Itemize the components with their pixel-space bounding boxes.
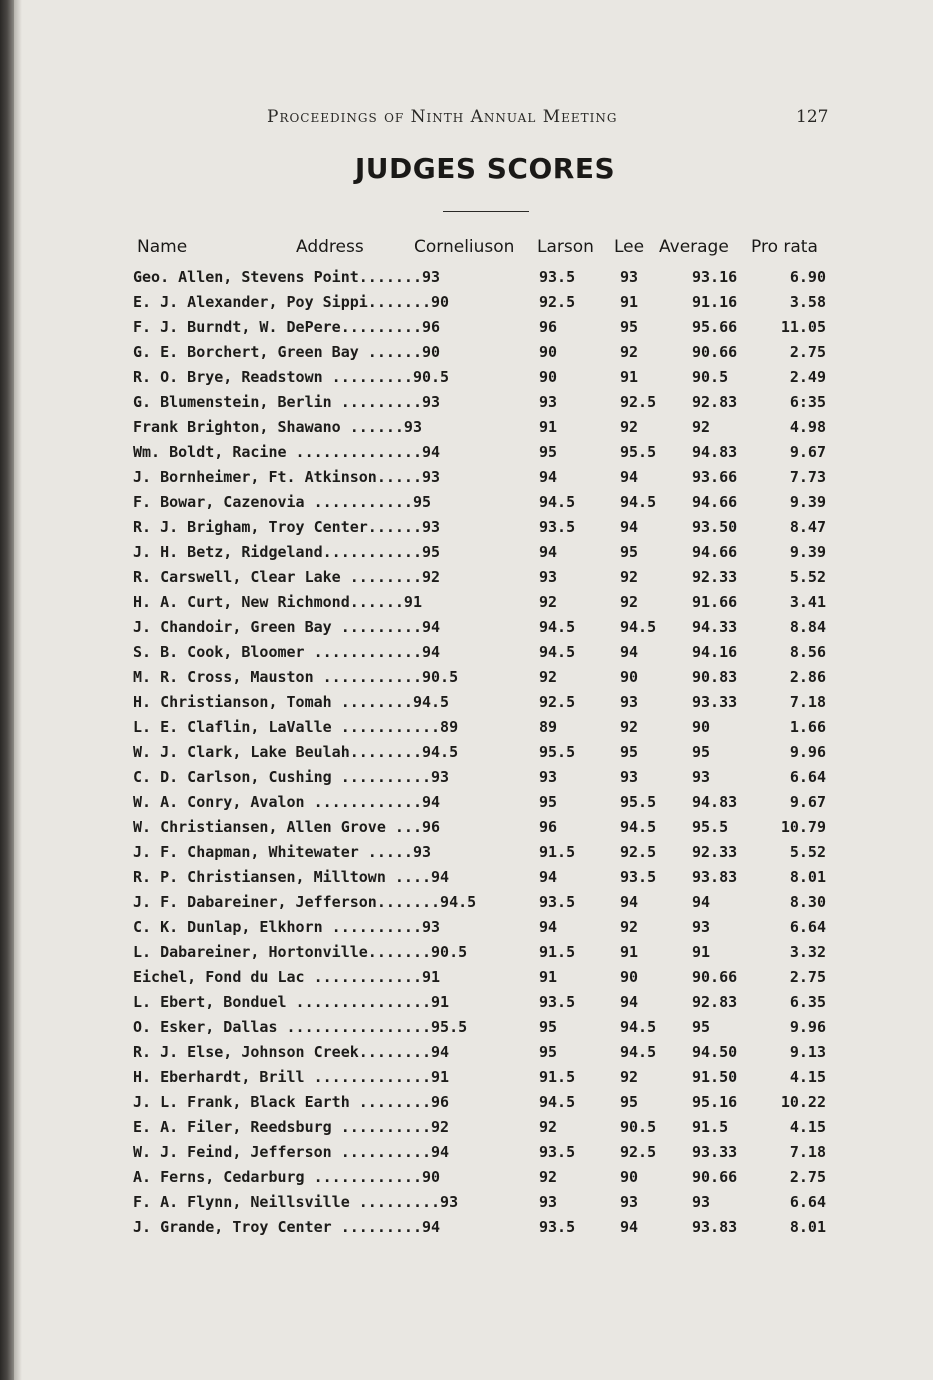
row-entrant: J. Bornheimer, Ft. Atkinson.....93	[133, 468, 441, 486]
row-larson-score: 94	[539, 918, 558, 936]
table-row	[0, 316, 933, 341]
row-pro-rata: 11.05	[780, 318, 826, 336]
row-lee-score: 91	[620, 943, 639, 961]
row-average-score: 94.66	[692, 493, 738, 511]
row-larson-score: 91.5	[539, 843, 576, 861]
table-row	[0, 741, 933, 766]
row-larson-score: 93	[539, 768, 558, 786]
row-pro-rata: 9.96	[789, 743, 826, 761]
table-row	[0, 716, 933, 741]
row-lee-score: 94	[620, 518, 639, 536]
header-pro-rata: Pro rata	[751, 237, 818, 257]
table-row	[0, 591, 933, 616]
row-average-score: 93.16	[692, 268, 738, 286]
row-average-score: 91.5	[692, 1118, 729, 1136]
row-entrant: F. Bowar, Cazenovia ...........95	[133, 493, 432, 511]
row-pro-rata: 6.35	[789, 993, 826, 1011]
row-average-score: 90.66	[692, 1168, 738, 1186]
row-pro-rata: 8.30	[789, 893, 826, 911]
row-larson-score: 90	[539, 343, 558, 361]
row-larson-score: 93.5	[539, 1218, 576, 1236]
row-lee-score: 94.5	[620, 493, 657, 511]
row-average-score: 95	[692, 1018, 711, 1036]
row-larson-score: 91	[539, 968, 558, 986]
row-entrant: J. F. Dabareiner, Jefferson.......94.5	[133, 893, 477, 911]
table-row	[0, 1116, 933, 1141]
table-row	[0, 416, 933, 441]
row-entrant: W. Christiansen, Allen Grove ...96	[133, 818, 441, 836]
table-row	[0, 1166, 933, 1191]
row-lee-score: 93	[620, 768, 639, 786]
row-larson-score: 94.5	[539, 618, 576, 636]
row-larson-score: 93.5	[539, 993, 576, 1011]
row-average-score: 90	[692, 718, 711, 736]
row-pro-rata: 8.01	[789, 868, 826, 886]
row-lee-score: 94.5	[620, 1018, 657, 1036]
row-larson-score: 94.5	[539, 643, 576, 661]
row-entrant: Geo. Allen, Stevens Point.......93	[133, 268, 441, 286]
table-row	[0, 841, 933, 866]
row-entrant: H. Christianson, Tomah ........94.5	[133, 693, 450, 711]
row-lee-score: 94.5	[620, 818, 657, 836]
row-larson-score: 95	[539, 1018, 558, 1036]
row-lee-score: 95	[620, 318, 639, 336]
row-larson-score: 95	[539, 793, 558, 811]
row-entrant: W. J. Feind, Jefferson ..........94	[133, 1143, 450, 1161]
row-larson-score: 92	[539, 1168, 558, 1186]
row-entrant: R. P. Christiansen, Milltown ....94	[133, 868, 450, 886]
row-entrant: W. J. Clark, Lake Beulah........94.5	[133, 743, 459, 761]
row-entrant: H. Eberhardt, Brill .............91	[133, 1068, 450, 1086]
row-entrant: J. H. Betz, Ridgeland...........95	[133, 543, 441, 561]
row-entrant: J. F. Chapman, Whitewater .....93	[133, 843, 432, 861]
row-average-score: 93	[692, 768, 711, 786]
row-pro-rata: 7.73	[789, 468, 826, 486]
row-lee-score: 90	[620, 968, 639, 986]
row-larson-score: 96	[539, 818, 558, 836]
row-average-score: 90.5	[692, 368, 729, 386]
row-average-score: 91	[692, 943, 711, 961]
table-row	[0, 466, 933, 491]
table-row	[0, 566, 933, 591]
row-pro-rata: 3.58	[789, 293, 826, 311]
table-header	[0, 237, 933, 261]
row-lee-score: 92	[620, 718, 639, 736]
row-pro-rata: 3.41	[789, 593, 826, 611]
row-entrant: Frank Brighton, Shawano ......93	[133, 418, 422, 436]
table-row	[0, 441, 933, 466]
row-entrant: J. Grande, Troy Center .........94	[133, 1218, 441, 1236]
row-lee-score: 92	[620, 593, 639, 611]
table-row	[0, 1141, 933, 1166]
row-larson-score: 93	[539, 393, 558, 411]
row-average-score: 93.33	[692, 693, 738, 711]
table-row	[0, 941, 933, 966]
row-pro-rata: 6.64	[789, 768, 826, 786]
row-entrant: L. Dabareiner, Hortonville.......90.5	[133, 943, 468, 961]
row-entrant: F. A. Flynn, Neillsville .........93	[133, 1193, 459, 1211]
row-entrant: A. Ferns, Cedarburg ............90	[133, 1168, 441, 1186]
row-lee-score: 92	[620, 918, 639, 936]
row-lee-score: 94.5	[620, 1043, 657, 1061]
row-larson-score: 92.5	[539, 293, 576, 311]
row-average-score: 92	[692, 418, 711, 436]
row-average-score: 93.50	[692, 518, 738, 536]
row-pro-rata: 7.18	[789, 693, 826, 711]
row-average-score: 95.5	[692, 818, 729, 836]
row-larson-score: 92.5	[539, 693, 576, 711]
row-lee-score: 90.5	[620, 1118, 657, 1136]
table-row	[0, 766, 933, 791]
row-lee-score: 93.5	[620, 868, 657, 886]
row-larson-score: 94	[539, 868, 558, 886]
row-average-score: 92.83	[692, 993, 738, 1011]
row-lee-score: 94	[620, 1218, 639, 1236]
table-row	[0, 541, 933, 566]
row-average-score: 93.66	[692, 468, 738, 486]
row-average-score: 91.50	[692, 1068, 738, 1086]
table-row	[0, 291, 933, 316]
header-address: Address	[296, 237, 364, 257]
row-pro-rata: 2.86	[789, 668, 826, 686]
row-entrant: L. Ebert, Bonduel ...............91	[133, 993, 450, 1011]
row-larson-score: 94	[539, 543, 558, 561]
row-pro-rata: 5.52	[789, 843, 826, 861]
row-average-score: 90.66	[692, 343, 738, 361]
table-row	[0, 691, 933, 716]
row-larson-score: 92	[539, 593, 558, 611]
row-entrant: R. J. Else, Johnson Creek........94	[133, 1043, 450, 1061]
row-entrant: H. A. Curt, New Richmond......91	[133, 593, 422, 611]
row-pro-rata: 7.18	[789, 1143, 826, 1161]
row-larson-score: 96	[539, 318, 558, 336]
row-entrant: R. O. Brye, Readstown .........90.5	[133, 368, 450, 386]
row-pro-rata: 2.75	[789, 343, 826, 361]
table-row	[0, 641, 933, 666]
table-row	[0, 1191, 933, 1216]
row-lee-score: 95.5	[620, 443, 657, 461]
row-entrant: G. Blumenstein, Berlin .........93	[133, 393, 441, 411]
row-average-score: 91.66	[692, 593, 738, 611]
table-row	[0, 866, 933, 891]
row-entrant: J. Chandoir, Green Bay .........94	[133, 618, 441, 636]
running-head	[0, 107, 933, 131]
page-number: 127	[796, 107, 829, 127]
table-row	[0, 966, 933, 991]
header-corneliuson: Corneliuson	[414, 237, 515, 257]
header-lee: Lee	[614, 237, 645, 257]
row-lee-score: 91	[620, 368, 639, 386]
row-larson-score: 95	[539, 443, 558, 461]
row-lee-score: 92	[620, 343, 639, 361]
row-entrant: M. R. Cross, Mauston ...........90.5	[133, 668, 459, 686]
row-pro-rata: 6.64	[789, 1193, 826, 1211]
row-larson-score: 89	[539, 718, 558, 736]
header-name: Name	[137, 237, 188, 257]
row-lee-score: 93	[620, 1193, 639, 1211]
table-row	[0, 1016, 933, 1041]
row-average-score: 90.66	[692, 968, 738, 986]
row-entrant: W. A. Conry, Avalon ............94	[133, 793, 441, 811]
row-lee-score: 94.5	[620, 618, 657, 636]
table-row	[0, 791, 933, 816]
header-larson: Larson	[537, 237, 594, 257]
table-row	[0, 666, 933, 691]
row-pro-rata: 2.75	[789, 968, 826, 986]
row-average-score: 93.83	[692, 1218, 738, 1236]
row-larson-score: 90	[539, 368, 558, 386]
running-head-title: Proceedings of Ninth Annual Meeting	[267, 107, 618, 127]
table-row	[0, 891, 933, 916]
row-average-score: 93.83	[692, 868, 738, 886]
row-larson-score: 93	[539, 1193, 558, 1211]
row-lee-score: 92.5	[620, 1143, 657, 1161]
row-average-score: 90.83	[692, 668, 738, 686]
scores-table-body	[0, 266, 933, 1241]
row-average-score: 94.83	[692, 793, 738, 811]
row-lee-score: 90	[620, 1168, 639, 1186]
row-pro-rata: 4.15	[789, 1068, 826, 1086]
row-larson-score: 93	[539, 568, 558, 586]
row-entrant: F. J. Burndt, W. DePere.........96	[133, 318, 441, 336]
row-average-score: 94.16	[692, 643, 738, 661]
row-pro-rata: 10.79	[780, 818, 826, 836]
row-pro-rata: 9.13	[789, 1043, 826, 1061]
row-larson-score: 95.5	[539, 743, 576, 761]
row-pro-rata: 6.90	[789, 268, 826, 286]
row-larson-score: 94.5	[539, 493, 576, 511]
table-row	[0, 1216, 933, 1241]
row-lee-score: 94	[620, 468, 639, 486]
row-pro-rata: 6:35	[789, 393, 826, 411]
row-pro-rata: 10.22	[780, 1093, 826, 1111]
row-pro-rata: 9.67	[789, 443, 826, 461]
row-average-score: 93	[692, 1193, 711, 1211]
row-pro-rata: 8.47	[789, 518, 826, 536]
row-pro-rata: 6.64	[789, 918, 826, 936]
row-average-score: 92.83	[692, 393, 738, 411]
row-entrant: L. E. Claflin, LaValle ...........89	[133, 718, 459, 736]
row-pro-rata: 2.49	[789, 368, 826, 386]
row-pro-rata: 5.52	[789, 568, 826, 586]
row-larson-score: 93.5	[539, 1143, 576, 1161]
page-title: JUDGES SCORES	[354, 152, 616, 185]
row-entrant: C. K. Dunlap, Elkhorn ..........93	[133, 918, 441, 936]
row-larson-score: 95	[539, 1043, 558, 1061]
row-average-score: 94.33	[692, 618, 738, 636]
row-larson-score: 93.5	[539, 518, 576, 536]
row-pro-rata: 2.75	[789, 1168, 826, 1186]
header-average: Average	[659, 237, 729, 257]
table-row	[0, 1041, 933, 1066]
row-lee-score: 91	[620, 293, 639, 311]
row-pro-rata: 1.66	[789, 718, 826, 736]
row-average-score: 94.50	[692, 1043, 738, 1061]
row-lee-score: 94	[620, 993, 639, 1011]
table-row	[0, 616, 933, 641]
row-pro-rata: 9.39	[789, 493, 826, 511]
row-larson-score: 93.5	[539, 893, 576, 911]
row-entrant: G. E. Borchert, Green Bay ......90	[133, 343, 441, 361]
row-average-score: 93	[692, 918, 711, 936]
row-lee-score: 95	[620, 1093, 639, 1111]
row-lee-score: 90	[620, 668, 639, 686]
row-lee-score: 94	[620, 893, 639, 911]
row-pro-rata: 8.56	[789, 643, 826, 661]
table-row	[0, 991, 933, 1016]
title-rule	[443, 211, 529, 212]
row-lee-score: 93	[620, 268, 639, 286]
row-lee-score: 92	[620, 568, 639, 586]
row-larson-score: 94	[539, 468, 558, 486]
row-pro-rata: 9.67	[789, 793, 826, 811]
row-entrant: J. L. Frank, Black Earth ........96	[133, 1093, 450, 1111]
row-larson-score: 92	[539, 1118, 558, 1136]
row-lee-score: 94	[620, 643, 639, 661]
table-row	[0, 391, 933, 416]
table-row	[0, 1091, 933, 1116]
row-lee-score: 95	[620, 743, 639, 761]
table-row	[0, 491, 933, 516]
row-larson-score: 94.5	[539, 1093, 576, 1111]
row-pro-rata: 9.96	[789, 1018, 826, 1036]
row-entrant: Eichel, Fond du Lac ............91	[133, 968, 441, 986]
row-entrant: O. Esker, Dallas ................95.5	[133, 1018, 468, 1036]
row-average-score: 94.66	[692, 543, 738, 561]
row-average-score: 93.33	[692, 1143, 738, 1161]
row-entrant: E. J. Alexander, Poy Sippi.......90	[133, 293, 450, 311]
row-average-score: 94.83	[692, 443, 738, 461]
row-average-score: 95.16	[692, 1093, 738, 1111]
row-average-score: 95	[692, 743, 711, 761]
table-row	[0, 916, 933, 941]
row-pro-rata: 4.15	[789, 1118, 826, 1136]
row-larson-score: 91.5	[539, 1068, 576, 1086]
row-average-score: 92.33	[692, 568, 738, 586]
row-larson-score: 91.5	[539, 943, 576, 961]
row-pro-rata: 8.84	[789, 618, 826, 636]
row-entrant: C. D. Carlson, Cushing ..........93	[133, 768, 450, 786]
row-lee-score: 95	[620, 543, 639, 561]
row-pro-rata: 3.32	[789, 943, 826, 961]
row-pro-rata: 9.39	[789, 543, 826, 561]
row-entrant: R. Carswell, Clear Lake ........92	[133, 568, 441, 586]
row-pro-rata: 8.01	[789, 1218, 826, 1236]
row-larson-score: 93.5	[539, 268, 576, 286]
row-lee-score: 95.5	[620, 793, 657, 811]
row-larson-score: 92	[539, 668, 558, 686]
row-lee-score: 92.5	[620, 393, 657, 411]
row-lee-score: 92	[620, 418, 639, 436]
row-lee-score: 93	[620, 693, 639, 711]
table-row	[0, 266, 933, 291]
row-lee-score: 92	[620, 1068, 639, 1086]
row-lee-score: 92.5	[620, 843, 657, 861]
row-pro-rata: 4.98	[789, 418, 826, 436]
row-larson-score: 91	[539, 418, 558, 436]
row-average-score: 94	[692, 893, 711, 911]
row-average-score: 91.16	[692, 293, 738, 311]
table-row	[0, 341, 933, 366]
row-entrant: Wm. Boldt, Racine ..............94	[133, 443, 441, 461]
row-average-score: 95.66	[692, 318, 738, 336]
row-entrant: E. A. Filer, Reedsburg ..........92	[133, 1118, 450, 1136]
row-average-score: 92.33	[692, 843, 738, 861]
table-row	[0, 516, 933, 541]
table-row	[0, 816, 933, 841]
row-entrant: S. B. Cook, Bloomer ............94	[133, 643, 441, 661]
row-entrant: R. J. Brigham, Troy Center......93	[133, 518, 441, 536]
table-row	[0, 366, 933, 391]
table-row	[0, 1066, 933, 1091]
